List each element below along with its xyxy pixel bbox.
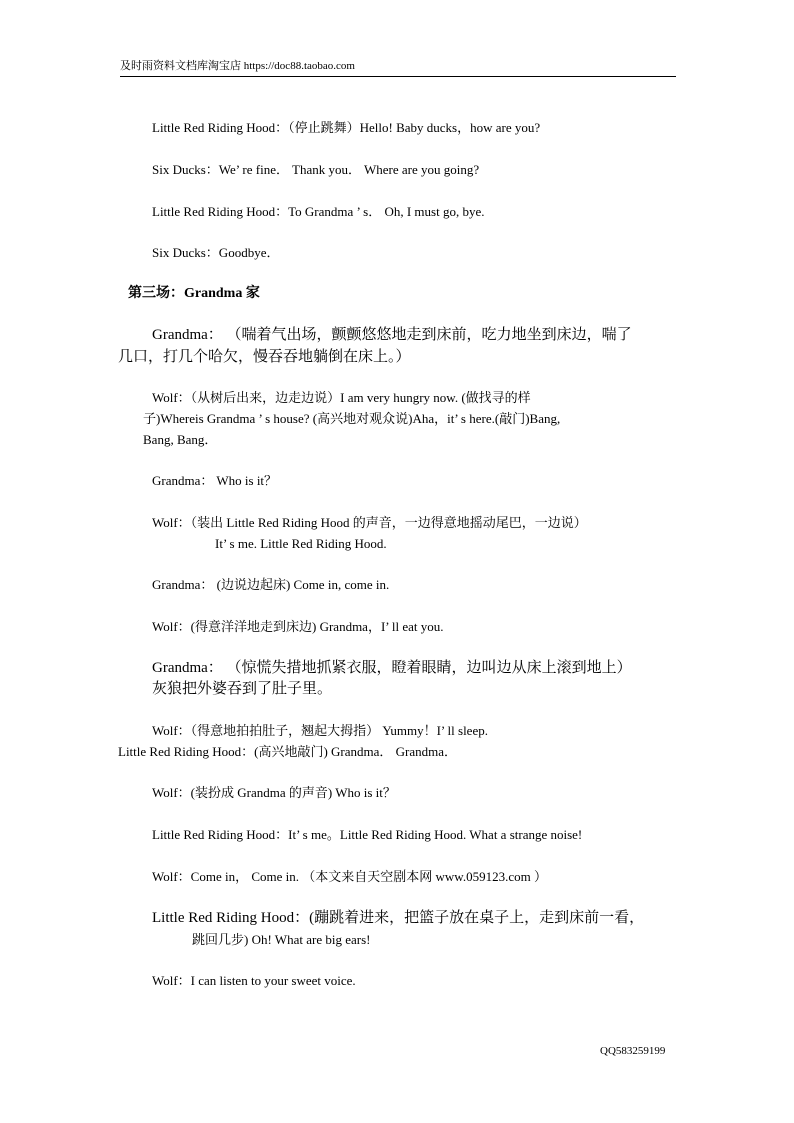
dialogue-line: 几口，打几个哈欠，慢吞吞地躺倒在床上。） [118,349,411,365]
scene-heading: 第三场：Grandma 家 [128,286,260,301]
dialogue-line: 跳回几步) Oh! What are big ears! [192,932,371,947]
dialogue-line: Wolf：（从树后出来，边走边说）I am very hungry now. (做找寻的样 [152,390,531,405]
dialogue-line: Six Ducks：We’ re fine． Thank you． Where are you going? [152,162,480,177]
dialogue-line: Six Ducks：Goodbye． [152,245,280,260]
dialogue-line: Little Red Riding Hood：To Grandma ’ s． Oh, I must go, bye. [152,204,485,219]
dialogue-line: Little Red Riding Hood：(蹦跳着进来，把篮子放在桌子上，走到床前一看， [152,910,645,926]
dialogue-line: Grandma： （喘着气出场，颤颤悠悠地走到床前，吃力地坐到床边，喘了 [152,327,632,343]
dialogue-line: Grandma： （惊慌失措地抓紧衣服，瞪着眼睛，边叫边从床上滚到地上） [152,660,632,676]
dialogue-line: Wolf：（得意地拍拍肚子，翘起大拇指） Yummy！I’ ll sleep. [152,723,488,738]
dialogue-line: Wolf：(装扮成 Grandma 的声音) Who is it？ [152,785,396,800]
dialogue-line: Wolf：I can listen to your sweet voice. [152,973,356,988]
dialogue-line: Little Red Riding Hood：It’ s me。Little Red Riding Hood. What a strange noise! [152,827,583,842]
page-header: 及时雨资料文档库淘宝店 https://doc88.taobao.com [120,58,676,77]
dialogue-line: 子)Whereis Grandma ’ s house? (高兴地对观众说)Aha，it’ s here.(敲门)Bang, [143,411,561,426]
dialogue-line: 灰狼把外婆吞到了肚子里。 [152,681,333,697]
dialogue-line: Grandma： (边说边起床) Come in, come in. [152,577,390,592]
dialogue-line: Little Red Riding Hood：（停止跳舞）Hello! Baby ducks，how are you? [152,120,541,135]
dialogue-line: Wolf：（装出 Little Red Riding Hood 的声音，一边得意地摇动尾巴，一边说） [152,515,587,530]
dialogue-line: Grandma： Who is it？ [152,473,278,488]
dialogue-line: Wolf：(得意洋洋地走到床边) Grandma，I’ ll eat you. [152,619,444,634]
dialogue-line: Little Red Riding Hood：(高兴地敲门) Grandma． Grandma． [118,744,458,759]
dialogue-line: It’ s me. Little Red Riding Hood. [215,536,387,551]
page-footer: QQ583259199 [600,1045,666,1057]
dialogue-line: Wolf：Come in， Come in. （本文来自天空剧本网 www.059123.com ） [152,869,547,884]
dialogue-line: Bang, Bang． [143,432,218,447]
